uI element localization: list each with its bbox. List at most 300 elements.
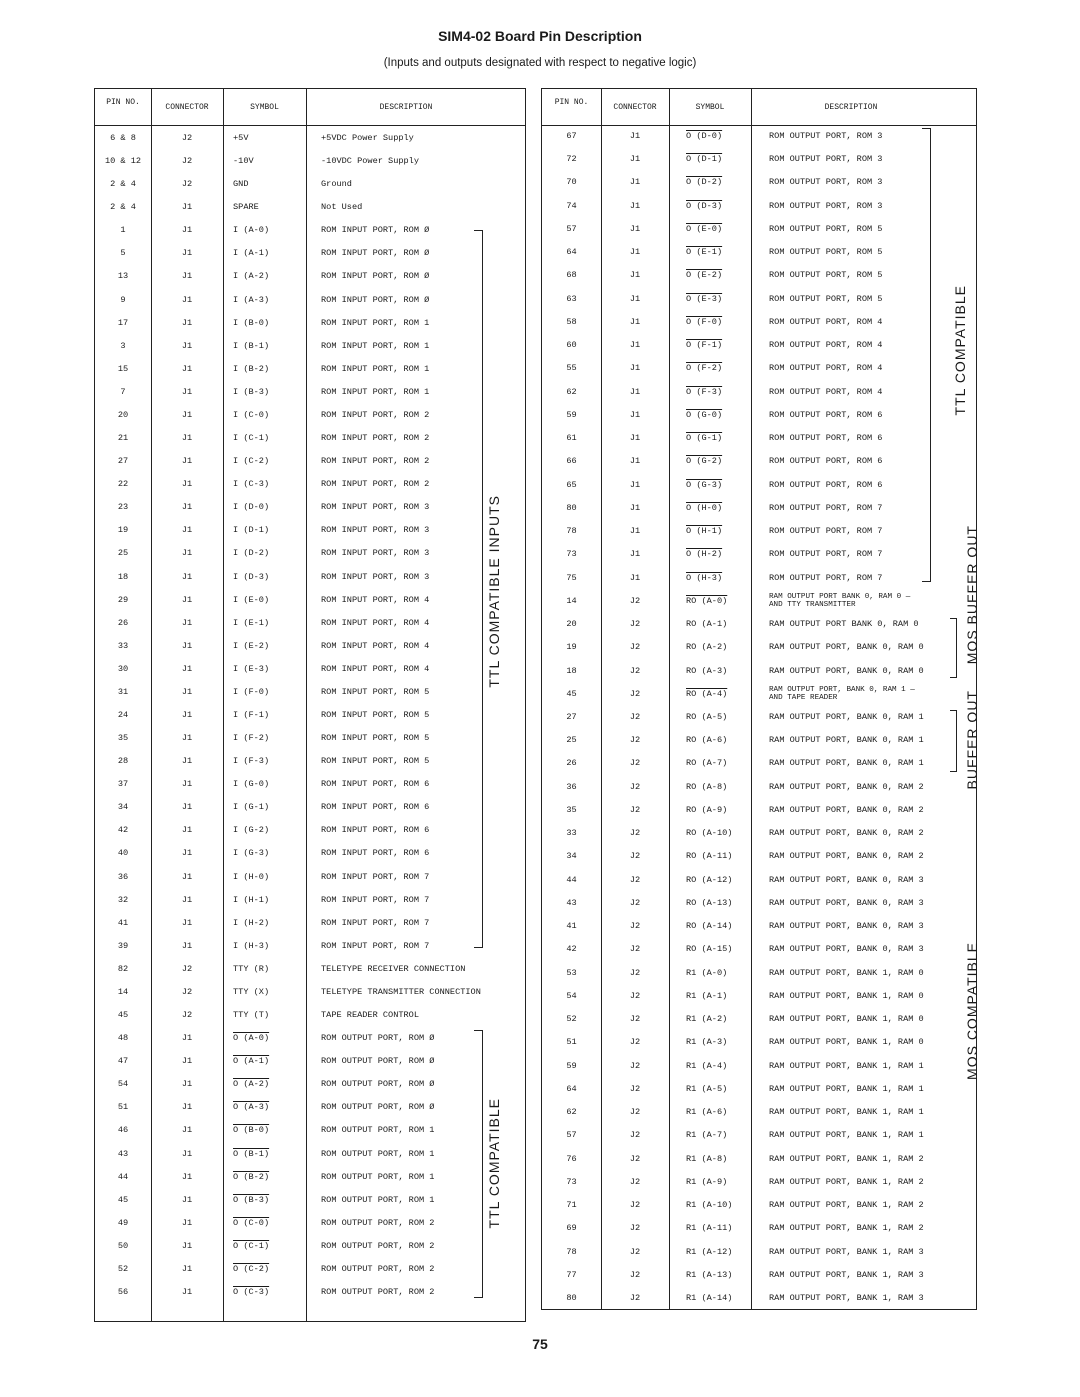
description: RAM OUTPUT PORT, BANK 1, RAM 3 <box>769 1269 924 1280</box>
symbol: R1 (A-2) <box>686 1014 728 1025</box>
pin-number: 62 <box>566 1107 577 1118</box>
header-pin: PIN NO. <box>554 98 589 107</box>
connector: J1 <box>181 317 193 328</box>
pin-number: 70 <box>566 177 577 188</box>
description: ROM INPUT PORT, ROM 1 <box>321 340 430 351</box>
symbol: I (E-0) <box>233 594 270 605</box>
pin-number: 6 & 8 <box>110 133 136 143</box>
symbol: RO (A-2) <box>686 642 728 653</box>
label-ttl-compatible-right: TTL COMPATIBLE <box>952 285 968 416</box>
symbol: I (D-0) <box>233 502 270 513</box>
description: RAM OUTPUT PORT, BANK 0, RAM 1 <box>769 758 924 769</box>
description: ROM INPUT PORT, ROM 3 <box>321 525 430 536</box>
symbol: O (H-0) <box>686 502 723 513</box>
connector: J1 <box>181 1033 193 1044</box>
description: ROM INPUT PORT, ROM 5 <box>321 710 430 720</box>
pin-number: 69 <box>566 1223 577 1234</box>
symbol: R1 (A-0) <box>686 967 728 978</box>
connector: J2 <box>629 1269 641 1280</box>
description: ROM INPUT PORT, ROM 3 <box>321 571 430 582</box>
description: ROM OUTPUT PORT, ROM 1 <box>321 1194 435 1205</box>
description: ROM INPUT PORT, ROM 6 <box>321 848 430 859</box>
connector: J1 <box>181 756 193 767</box>
symbol: O (H-3) <box>686 572 723 583</box>
connector: J1 <box>181 825 193 836</box>
description: ROM OUTPUT PORT, ROM 6 <box>769 456 883 467</box>
symbol: I (D-1) <box>233 525 270 536</box>
description: RAM OUTPUT PORT BANK 0, RAM 0 <box>769 619 919 630</box>
pin-number: 10 & 12 <box>104 156 142 167</box>
connector: J2 <box>629 874 641 885</box>
connector: J2 <box>629 735 641 746</box>
connector: J1 <box>181 710 193 720</box>
pin-number: 29 <box>117 594 129 605</box>
description: ROM INPUT PORT, ROM 5 <box>321 756 430 767</box>
symbol: O (E-3) <box>686 293 723 304</box>
pin-number: 35 <box>117 733 129 744</box>
header-symbol: SYMBOL <box>250 103 279 112</box>
symbol: R1 (A-8) <box>686 1153 728 1164</box>
pin-number: 33 <box>566 828 577 839</box>
description: ROM INPUT PORT, ROM 4 <box>321 617 430 628</box>
pin-number: 30 <box>117 663 129 674</box>
header-pin: PIN NO. <box>106 98 140 107</box>
symbol: I (C-0) <box>233 409 270 420</box>
symbol: I (F-0) <box>233 686 270 697</box>
connector: J1 <box>181 733 193 744</box>
description: ROM OUTPUT PORT, ROM 1 <box>321 1125 435 1136</box>
description: RAM OUTPUT PORT, BANK 1, RAM 2 <box>769 1176 924 1187</box>
connector: J2 <box>181 179 193 190</box>
description: ROM INPUT PORT, ROM 1 <box>321 317 430 328</box>
symbol: R1 (A-4) <box>686 1060 728 1071</box>
description: Not Used <box>321 202 363 213</box>
pin-number: 64 <box>566 1083 577 1094</box>
symbol: O (D-0) <box>686 131 723 141</box>
connector: J1 <box>629 270 641 281</box>
description: RAM OUTPUT PORT, BANK 0, RAM 2 <box>769 828 924 839</box>
header-description: DESCRIPTION <box>824 103 878 112</box>
connector: J2 <box>629 851 641 862</box>
connector: J1 <box>629 572 641 583</box>
description: RAM OUTPUT PORT, BANK 0, RAM 3 <box>769 874 924 885</box>
pin-number: 80 <box>566 1293 577 1303</box>
connector: J1 <box>181 248 193 259</box>
pin-number: 40 <box>117 848 129 859</box>
symbol: O (E-0) <box>686 223 723 234</box>
description: RAM OUTPUT PORT, BANK 1, RAM 2 <box>769 1153 924 1164</box>
pin-number: 43 <box>566 897 577 908</box>
pin-number: 77 <box>566 1269 577 1280</box>
symbol: I (D-2) <box>233 548 270 559</box>
symbol: I (D-3) <box>233 571 270 582</box>
pin-number: 46 <box>117 1125 129 1136</box>
pin-number: 57 <box>566 223 577 234</box>
description: RAM OUTPUT PORT, BANK 1, RAM 1 <box>769 1083 924 1094</box>
connector: J1 <box>181 917 193 928</box>
pin-number: 53 <box>566 967 577 978</box>
connector: J1 <box>181 779 193 790</box>
pin-number: 3 <box>120 340 126 351</box>
description: RAM OUTPUT PORT, BANK 0, RAM 2 <box>769 804 924 815</box>
description: ROM OUTPUT PORT, ROM 3 <box>769 177 883 188</box>
description: ROM OUTPUT PORT, ROM 5 <box>769 270 883 281</box>
description: RAM OUTPUT PORT, BANK 0, RAM 0 <box>769 665 924 676</box>
description: RAM OUTPUT PORT BANK 0, RAM 0 — AND TTY TRANSMITTER <box>769 592 911 609</box>
connector: J2 <box>629 1223 641 1234</box>
symbol: O (A-3) <box>233 1102 270 1113</box>
connector: J1 <box>181 433 193 444</box>
pin-number: 34 <box>566 851 577 862</box>
description: RAM OUTPUT PORT, BANK 1, RAM 1 <box>769 1060 924 1071</box>
pin-number: 26 <box>117 617 129 628</box>
pin-number: 64 <box>566 247 577 258</box>
symbol: O (C-0) <box>233 1217 270 1228</box>
symbol: O (B-2) <box>233 1171 270 1182</box>
connector: J2 <box>629 1014 641 1025</box>
connector: J2 <box>629 1107 641 1118</box>
description: RAM OUTPUT PORT, BANK 1, RAM 3 <box>769 1293 924 1303</box>
pin-number: 55 <box>566 363 577 374</box>
description: ROM INPUT PORT, ROM 2 <box>321 456 430 467</box>
symbol: O (A-2) <box>233 1079 270 1090</box>
connector: J2 <box>629 990 641 1001</box>
pin-number: 68 <box>566 270 577 281</box>
description: ROM INPUT PORT, ROM 4 <box>321 594 430 605</box>
symbol: I (G-1) <box>233 802 270 813</box>
connector: J2 <box>181 156 193 167</box>
connector: J1 <box>629 526 641 537</box>
description: RAM OUTPUT PORT, BANK 0, RAM 1 <box>769 735 924 746</box>
symbol: O (C-1) <box>233 1240 270 1251</box>
description: ROM INPUT PORT, ROM 7 <box>321 871 430 882</box>
symbol: O (D-2) <box>686 177 723 188</box>
connector: J1 <box>181 663 193 674</box>
pin-number: 24 <box>117 710 129 720</box>
connector: J1 <box>629 549 641 560</box>
pin-number: 59 <box>566 409 577 420</box>
connector: J2 <box>629 1176 641 1187</box>
symbol: O (H-1) <box>686 526 723 537</box>
description: ROM OUTPUT PORT, ROM 1 <box>321 1148 435 1159</box>
symbol: +5V <box>233 133 249 143</box>
connector: J2 <box>629 967 641 978</box>
description: RAM OUTPUT PORT, BANK 0, RAM 1 <box>769 712 924 722</box>
connector: J2 <box>629 1083 641 1094</box>
pin-number: 22 <box>117 479 129 490</box>
connector: J2 <box>629 1130 641 1141</box>
description: RAM OUTPUT PORT, BANK 0, RAM 2 <box>769 781 924 792</box>
connector: J1 <box>629 316 641 327</box>
description: RAM OUTPUT PORT, BANK 1, RAM 0 <box>769 990 924 1001</box>
connector: J1 <box>181 894 193 905</box>
symbol: RO (A-9) <box>686 804 728 815</box>
connector: J2 <box>629 1037 641 1048</box>
description: ROM OUTPUT PORT, ROM 2 <box>321 1263 435 1274</box>
symbol: O (A-0) <box>233 1033 270 1044</box>
connector: J2 <box>629 758 641 769</box>
symbol: I (H-1) <box>233 894 270 905</box>
pin-number: 20 <box>566 619 577 630</box>
description: RAM OUTPUT PORT, BANK 1, RAM 1 <box>769 1107 924 1118</box>
connector: J1 <box>181 640 193 651</box>
connector: J1 <box>181 456 193 467</box>
pin-number: 72 <box>566 154 577 165</box>
pin-number: 13 <box>117 271 129 282</box>
connector: J2 <box>629 1153 641 1164</box>
symbol: RO (A-12) <box>686 874 733 885</box>
symbol: RO (A-10) <box>686 828 733 839</box>
connector: J1 <box>629 340 641 351</box>
pin-number: 20 <box>117 409 129 420</box>
connector: J1 <box>181 1217 193 1228</box>
pin-number: 59 <box>566 1060 577 1071</box>
pin-number: 23 <box>117 502 129 513</box>
symbol: I (G-0) <box>233 779 270 790</box>
symbol: RO (A-0) <box>686 595 728 606</box>
pin-number: 2 & 4 <box>110 179 136 190</box>
symbol: RO (A-8) <box>686 781 728 792</box>
connector: J2 <box>629 665 641 676</box>
pin-number: 52 <box>566 1014 577 1025</box>
page-subtitle: (Inputs and outputs designated with respect to negative logic) <box>383 57 697 69</box>
pin-number: 42 <box>566 944 577 955</box>
symbol: R1 (A-5) <box>686 1083 728 1094</box>
pin-number: 62 <box>566 386 577 397</box>
pin-number: 73 <box>566 1176 577 1187</box>
symbol: R1 (A-12) <box>686 1246 733 1257</box>
description: ROM OUTPUT PORT, ROM 3 <box>769 200 883 211</box>
header-connector: CONNECTOR <box>613 103 657 112</box>
label-mos-buffer-out: MOS BUFFER OUT <box>964 525 980 665</box>
description: ROM OUTPUT PORT, ROM 2 <box>321 1287 435 1297</box>
bracket-rom-inputs <box>474 230 483 948</box>
symbol: O (F-1) <box>686 340 723 351</box>
description: RAM OUTPUT PORT, BANK 0, RAM 3 <box>769 921 924 932</box>
pin-number: 57 <box>566 1130 577 1141</box>
symbol: O (E-2) <box>686 270 723 281</box>
connector: J1 <box>629 502 641 513</box>
description: ROM INPUT PORT, ROM Ø <box>321 225 430 236</box>
pin-number: 65 <box>566 479 577 490</box>
symbol: O (F-2) <box>686 363 723 374</box>
symbol: O (F-0) <box>686 316 723 327</box>
header-connector: CONNECTOR <box>165 103 209 112</box>
pin-number: 49 <box>117 1217 129 1228</box>
pin-number: 26 <box>566 758 577 769</box>
pin-number: 17 <box>117 317 129 328</box>
pin-number: 66 <box>566 456 577 467</box>
symbol: O (G-1) <box>686 433 723 444</box>
symbol: RO (A-11) <box>686 851 733 862</box>
pin-number: 45 <box>117 1194 129 1205</box>
description: ROM OUTPUT PORT, ROM 6 <box>769 433 883 444</box>
pin-number: 41 <box>117 917 129 928</box>
connector: J2 <box>629 781 641 792</box>
description: ROM OUTPUT PORT, ROM 5 <box>769 247 883 258</box>
bracket-rom-outputs-left <box>474 1030 483 1298</box>
pin-number: 45 <box>117 1010 129 1021</box>
connector: J2 <box>629 897 641 908</box>
description: ROM INPUT PORT, ROM 2 <box>321 479 430 490</box>
pin-number: 47 <box>117 1056 129 1067</box>
symbol: O (C-3) <box>233 1287 270 1297</box>
description: ROM OUTPUT PORT, ROM 5 <box>769 293 883 304</box>
pin-number: 58 <box>566 316 577 327</box>
symbol: TTY (X) <box>233 986 270 997</box>
pin-number: 51 <box>566 1037 577 1048</box>
description: ROM OUTPUT PORT, ROM 7 <box>769 526 883 537</box>
connector: J2 <box>629 1060 641 1071</box>
description: ROM OUTPUT PORT, ROM 5 <box>769 223 883 234</box>
label-ttl-compatible-left: TTL COMPATIBLE <box>486 1098 502 1229</box>
pin-number: 71 <box>566 1200 577 1211</box>
pin-number: 33 <box>117 640 129 651</box>
connector: J1 <box>629 200 641 211</box>
connector: J1 <box>181 802 193 813</box>
connector: J1 <box>181 940 193 951</box>
pin-number: 45 <box>566 688 577 699</box>
symbol: I (F-2) <box>233 733 270 744</box>
description: ROM INPUT PORT, ROM 1 <box>321 386 430 397</box>
connector: J1 <box>181 340 193 351</box>
connector: J1 <box>181 1102 193 1113</box>
description: ROM OUTPUT PORT, ROM 7 <box>769 572 883 583</box>
description: ROM INPUT PORT, ROM 2 <box>321 433 430 444</box>
description: RAM OUTPUT PORT, BANK 1, RAM 0 <box>769 967 924 978</box>
description: ROM INPUT PORT, ROM Ø <box>321 271 430 282</box>
header-symbol: SYMBOL <box>695 103 725 112</box>
symbol: I (A-0) <box>233 225 270 236</box>
connector: J2 <box>629 804 641 815</box>
pin-number: 21 <box>117 433 129 444</box>
connector: J1 <box>181 1148 193 1159</box>
description: ROM INPUT PORT, ROM Ø <box>321 294 430 305</box>
pin-number: 74 <box>566 200 577 211</box>
description: ROM OUTPUT PORT, ROM Ø <box>321 1102 435 1113</box>
pin-number: 31 <box>117 686 129 697</box>
connector: J1 <box>181 479 193 490</box>
symbol: I (A-2) <box>233 271 270 282</box>
label-buffer-out: BUFFER OUT <box>964 690 980 790</box>
description: ROM INPUT PORT, ROM Ø <box>321 248 430 259</box>
description: ROM INPUT PORT, ROM 7 <box>321 917 430 928</box>
symbol: O (B-3) <box>233 1194 270 1205</box>
description: ROM OUTPUT PORT, ROM 6 <box>769 479 883 490</box>
connector: J1 <box>181 294 193 305</box>
pin-number: 43 <box>117 1148 129 1159</box>
pin-number: 9 <box>120 294 126 305</box>
connector: J1 <box>181 594 193 605</box>
pin-number: 54 <box>117 1079 129 1090</box>
connector: J1 <box>629 479 641 490</box>
description: -10VDC Power Supply <box>321 156 419 167</box>
connector: J1 <box>629 363 641 374</box>
symbol: R1 (A-9) <box>686 1176 728 1187</box>
description: ROM INPUT PORT, ROM 4 <box>321 640 430 651</box>
pin-number: 32 <box>117 894 129 905</box>
description: ROM OUTPUT PORT, ROM 3 <box>769 131 883 141</box>
description: RAM OUTPUT PORT, BANK 0, RAM 0 <box>769 642 924 653</box>
pin-number: 14 <box>566 595 577 606</box>
label-mos-compatible: MOS COMPATIBLE <box>964 942 980 1080</box>
pin-number: 78 <box>566 1246 577 1257</box>
description: ROM OUTPUT PORT, ROM 4 <box>769 340 883 351</box>
pin-number: 48 <box>117 1033 129 1044</box>
description: ROM OUTPUT PORT, ROM 7 <box>769 549 883 560</box>
symbol: GND <box>233 179 249 190</box>
connector: J2 <box>181 986 193 997</box>
description: +5VDC Power Supply <box>321 133 414 143</box>
connector: J1 <box>629 409 641 420</box>
pin-number: 14 <box>117 986 129 997</box>
pin-number: 51 <box>117 1102 129 1113</box>
pin-number: 27 <box>117 456 129 467</box>
description: ROM OUTPUT PORT, ROM 6 <box>769 409 883 420</box>
pin-number: 37 <box>117 779 129 790</box>
description: TELETYPE TRANSMITTER CONNECTION <box>321 986 481 997</box>
pin-number: 2 & 4 <box>110 202 136 213</box>
symbol: RO (A-15) <box>686 944 733 955</box>
description: ROM OUTPUT PORT, ROM 4 <box>769 386 883 397</box>
symbol: O (F-3) <box>686 386 723 397</box>
pin-number: 54 <box>566 990 577 1001</box>
description: ROM OUTPUT PORT, ROM Ø <box>321 1033 435 1044</box>
symbol: O (G-0) <box>686 409 723 420</box>
pin-number: 67 <box>566 131 577 141</box>
connector: J2 <box>629 642 641 653</box>
connector: J1 <box>181 686 193 697</box>
description: ROM INPUT PORT, ROM 3 <box>321 502 430 513</box>
connector: J1 <box>181 1287 193 1297</box>
symbol: I (E-3) <box>233 663 270 674</box>
connector: J2 <box>629 1293 641 1303</box>
pin-number: 44 <box>566 874 577 885</box>
symbol: I (H-3) <box>233 940 270 951</box>
connector: J1 <box>181 225 193 236</box>
bracket-rom-outputs-right <box>922 128 931 582</box>
symbol: R1 (A-7) <box>686 1130 728 1141</box>
connector: J2 <box>181 133 193 143</box>
connector: J1 <box>181 386 193 397</box>
description: RAM OUTPUT PORT, BANK 1, RAM 1 <box>769 1130 924 1141</box>
pin-number: 25 <box>566 735 577 746</box>
symbol: I (H-0) <box>233 871 270 882</box>
connector: J2 <box>629 828 641 839</box>
description: RAM OUTPUT PORT, BANK 0, RAM 3 <box>769 944 924 955</box>
connector: J1 <box>181 1194 193 1205</box>
pin-number: 28 <box>117 756 129 767</box>
symbol: I (C-2) <box>233 456 270 467</box>
pin-number: 35 <box>566 804 577 815</box>
page-number: 75 <box>532 1336 548 1352</box>
connector: J1 <box>181 409 193 420</box>
pin-number: 73 <box>566 549 577 560</box>
description: ROM INPUT PORT, ROM 5 <box>321 686 430 697</box>
pin-number: 80 <box>566 502 577 513</box>
description: RAM OUTPUT PORT, BANK 0, RAM 2 <box>769 851 924 862</box>
description: ROM INPUT PORT, ROM 3 <box>321 548 430 559</box>
pin-number: 82 <box>117 963 129 974</box>
connector: J1 <box>629 386 641 397</box>
description: ROM INPUT PORT, ROM 7 <box>321 894 430 905</box>
connector: J1 <box>629 223 641 234</box>
pin-number: 56 <box>117 1287 129 1297</box>
description: RAM OUTPUT PORT, BANK 1, RAM 0 <box>769 1014 924 1025</box>
connector: J1 <box>181 848 193 859</box>
symbol: I (F-1) <box>233 710 270 720</box>
symbol: I (A-3) <box>233 294 270 305</box>
